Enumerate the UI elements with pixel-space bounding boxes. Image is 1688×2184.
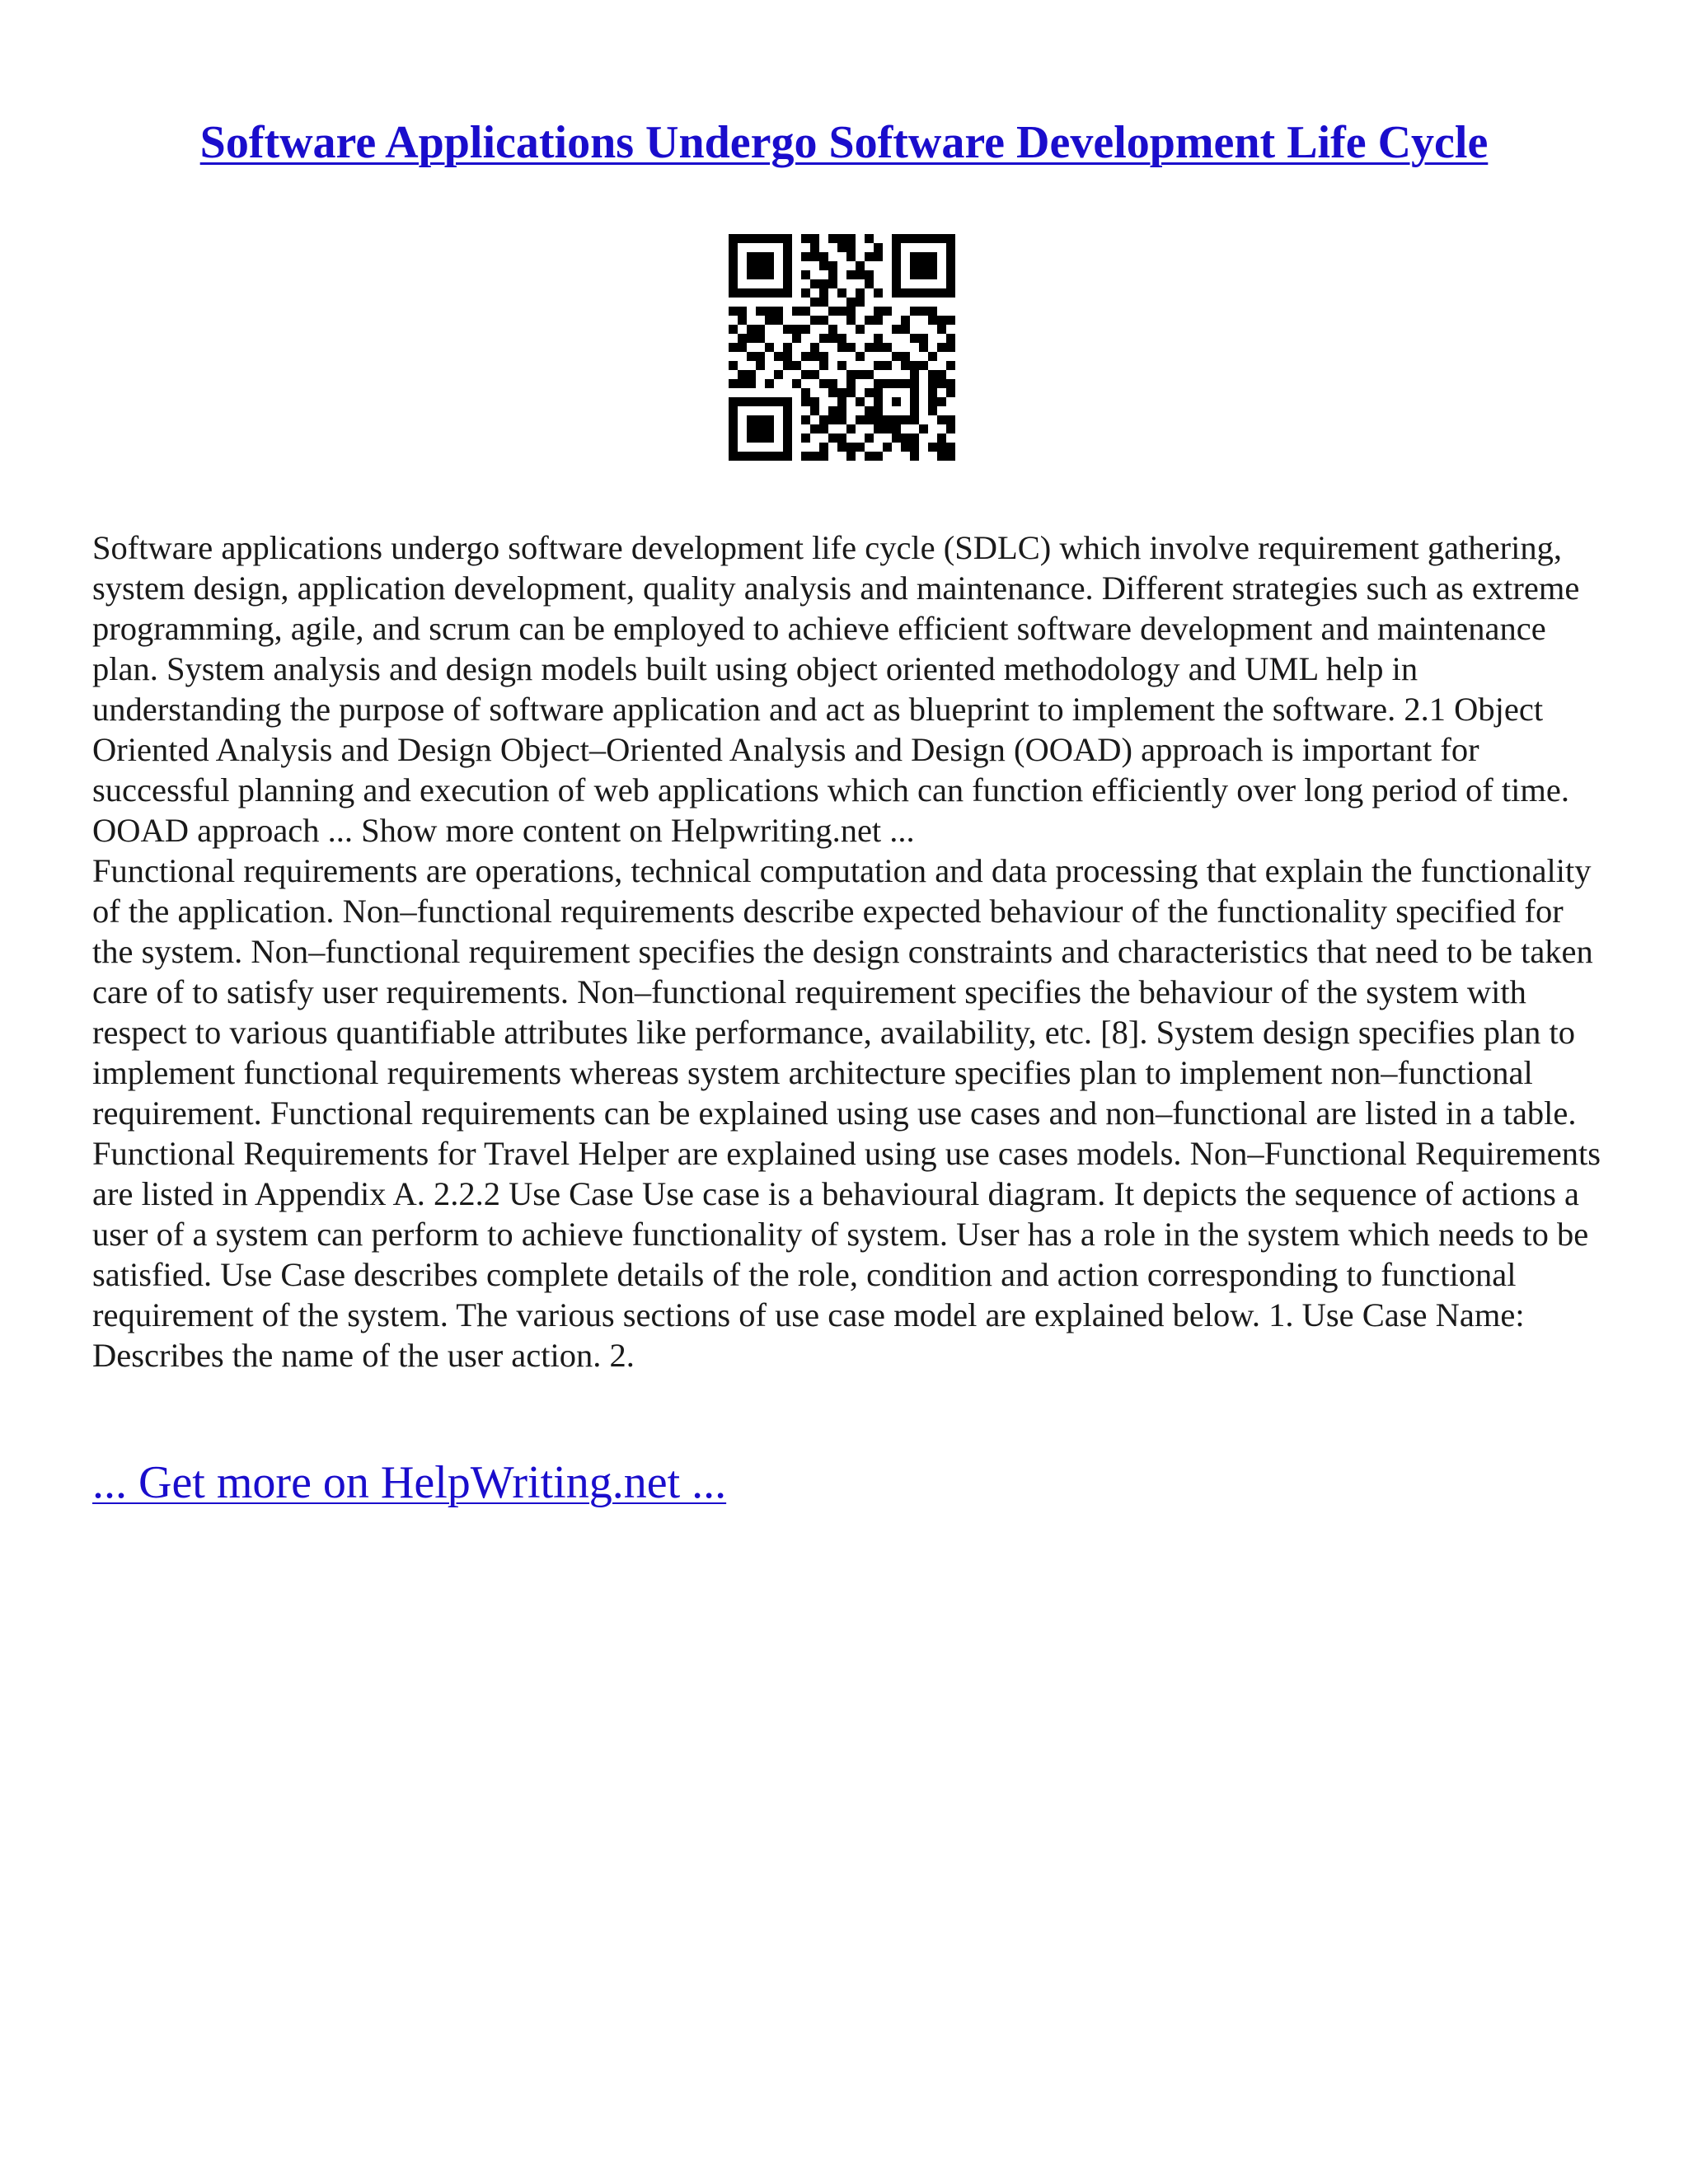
document-body: [92, 527, 1601, 1376]
qr-code-icon: [729, 234, 955, 461]
title-link[interactable]: Software Applications Undergo Software Development Life Cycle: [199, 117, 1489, 168]
document-title: [0, 114, 1688, 171]
get-more-link[interactable]: ... Get more on HelpWriting.net ...: [92, 1457, 727, 1508]
body-paragraph-2: Functional requirements are operations, technical computation and data processing that explain the functionality of the application. Non–functional requirements describe expected behaviour of the functionality specified for the system. Non–functional requirement specifies the design constraints and characteristics that need to be taken care of to satisfy user requirements. Non–functional requirement specifies the behaviour of the system with respect to various quantifiable attributes like performance, availability, etc. [8]. System design specifies plan to implement functional requirements whereas system architecture specifies plan to implement non–functional requirement. Functional requirements can be explained using use cases and non–functional are listed in a table. Functional Requirements for Travel Helper are explained using use cases models. Non–Functional Requirements are listed in Appendix A. 2.2.2 Use Case Use case is a behavioural diagram. It depicts the sequence of actions a user of a system can perform to achieve functionality of system. User has a role in the system which needs to be satisfied. Use Case describes complete details of the role, condition and action corresponding to functional requirement of the system. The various sections of use case model are explained below. 1. Use Case Name: Describes the name of the user action. 2.: [92, 852, 1601, 1374]
body-paragraph-1: Software applications undergo software development life cycle (SDLC) which involve requirement gathering, system design, application development, quality analysis and maintenance. Different strategies such as extreme programming, agile, and scrum can be employed to achieve efficient software development and maintenance plan. System analysis and design models built using object oriented methodology and UML help in understanding the purpose of software application and act as blueprint to implement the software. 2.1 Object Oriented Analysis and Design Object–Oriented Analysis and Design (OOAD) approach is important for successful planning and execution of web applications which can function efficiently over long period of time. OOAD approach ... Show more content on Helpwriting.net ...: [92, 529, 1580, 849]
get-more-link-container: [92, 1454, 726, 1511]
